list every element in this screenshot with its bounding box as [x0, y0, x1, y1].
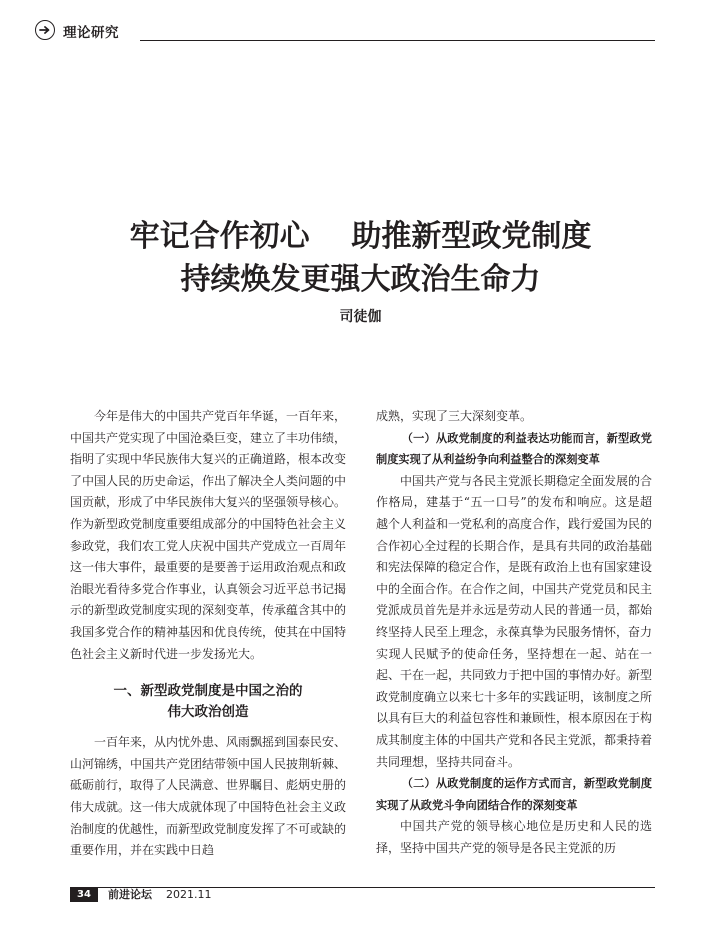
- arrow-right-circle-icon: [35, 20, 55, 40]
- section-1-heading-line-1: 一、新型政党制度是中国之治的: [113, 683, 303, 700]
- subsection-1-heading: （一）从政党制度的利益表达功能而言，新型政党制度实现了从利益纷争向利益整合的深刻变革: [376, 431, 652, 467]
- issue-date: 2021.11: [166, 888, 212, 901]
- footer-divider: [70, 887, 655, 888]
- continuation-paragraph: 成熟，实现了三大深刻变革。: [376, 409, 533, 423]
- header-divider: [140, 40, 655, 41]
- subsection-1-paragraph: 中国共产党与各民主党派长期稳定全面发展的合作格局，建基于“五一口号”的发布和响应。这是超越个人利益和一党私利的高度合作，践行爱国为民的合作初心全过程的长期合作，是具有共同的政治基础和宪法保障的稳定合作，是既有政治上也有国家建设中的全面合作。在合作之间，中国共产党党员和民主党派成员首先是并永远是劳动人民的普通一员，都始终坚持人民至上理念，永葆真挚为民服务情怀，奋力实现人民赋予的使命任务，坚持想在一起、站在一起、干在一起，共同致力于把中国的事情办好。新型政党制度确立以来七十多年的实践证明，该制度之所以具有巨大的利益包容性和兼顾性，根本原因在于构成其制度主体的中国共产党和各民主党派，都秉持着共同理想，坚持共同奋斗。: [376, 473, 653, 769]
- subsection-2-heading: （二）从政党制度的运作方式而言，新型政党制度实现了从政党斗争向团结合作的深刻变革: [376, 777, 652, 812]
- page-number: 34: [70, 888, 98, 902]
- section-1-paragraph: 一百年来，从内忧外患、风雨飘摇到国泰民安、山河锦绣，中国共产党团结带领中国人民披荆斩棘、砥砺前行，取得了人民满意、世界瞩目、彪炳史册的伟大成就。这一伟大成就体现了中国特色社会主义政治制度的优越性，而新型政党制度发挥了不可或缺的重要作用，并在实践中日趋: [70, 735, 347, 858]
- left-column: [70, 406, 346, 862]
- intro-paragraph: 今年是伟大的中国共产党百年华诞，一百年来，中国共产党实现了中国沧桑巨变，建立了丰功伟绩，指明了实现中华民族伟大复兴的正确道路，根本改变了中国人民的历史命运，作出了解决全人类问题的中国贡献，形成了中华民族伟大复兴的坚强领导核心。作为新型政党制度重要组成部分的中国特色社会主义参政党，我们农工党人庆祝中国共产党成立一百周年这一伟大事件，最重要的是要善于运用政治观点和政治眼光看待多党合作事业，认真领会习近平总书记揭示的新型政党制度实现的深刻变革，传承蕴含其中的我国多党合作的精神基因和优良传统，使其在中国特色社会主义新时代进一步发扬光大。: [70, 409, 347, 661]
- page-header: [35, 19, 655, 43]
- section-1-heading-line-2: 伟大政治创造: [167, 704, 249, 721]
- section-label: 理论研究: [63, 25, 119, 41]
- article-title-line-1: 牢记合作初心 助推新型政党制度: [129, 219, 592, 254]
- article-author: 司徒伽: [339, 309, 382, 325]
- right-column: [376, 406, 652, 859]
- section-1-heading: [70, 681, 346, 723]
- subsection-2-paragraph: 中国共产党的领导核心地位是历史和人民的选择，坚持中国共产党的领导是各民主党派的历: [376, 819, 652, 855]
- journal-name: 前进论坛: [108, 888, 152, 901]
- article-title-line-2: 持续焕发更强大政治生命力: [180, 262, 541, 297]
